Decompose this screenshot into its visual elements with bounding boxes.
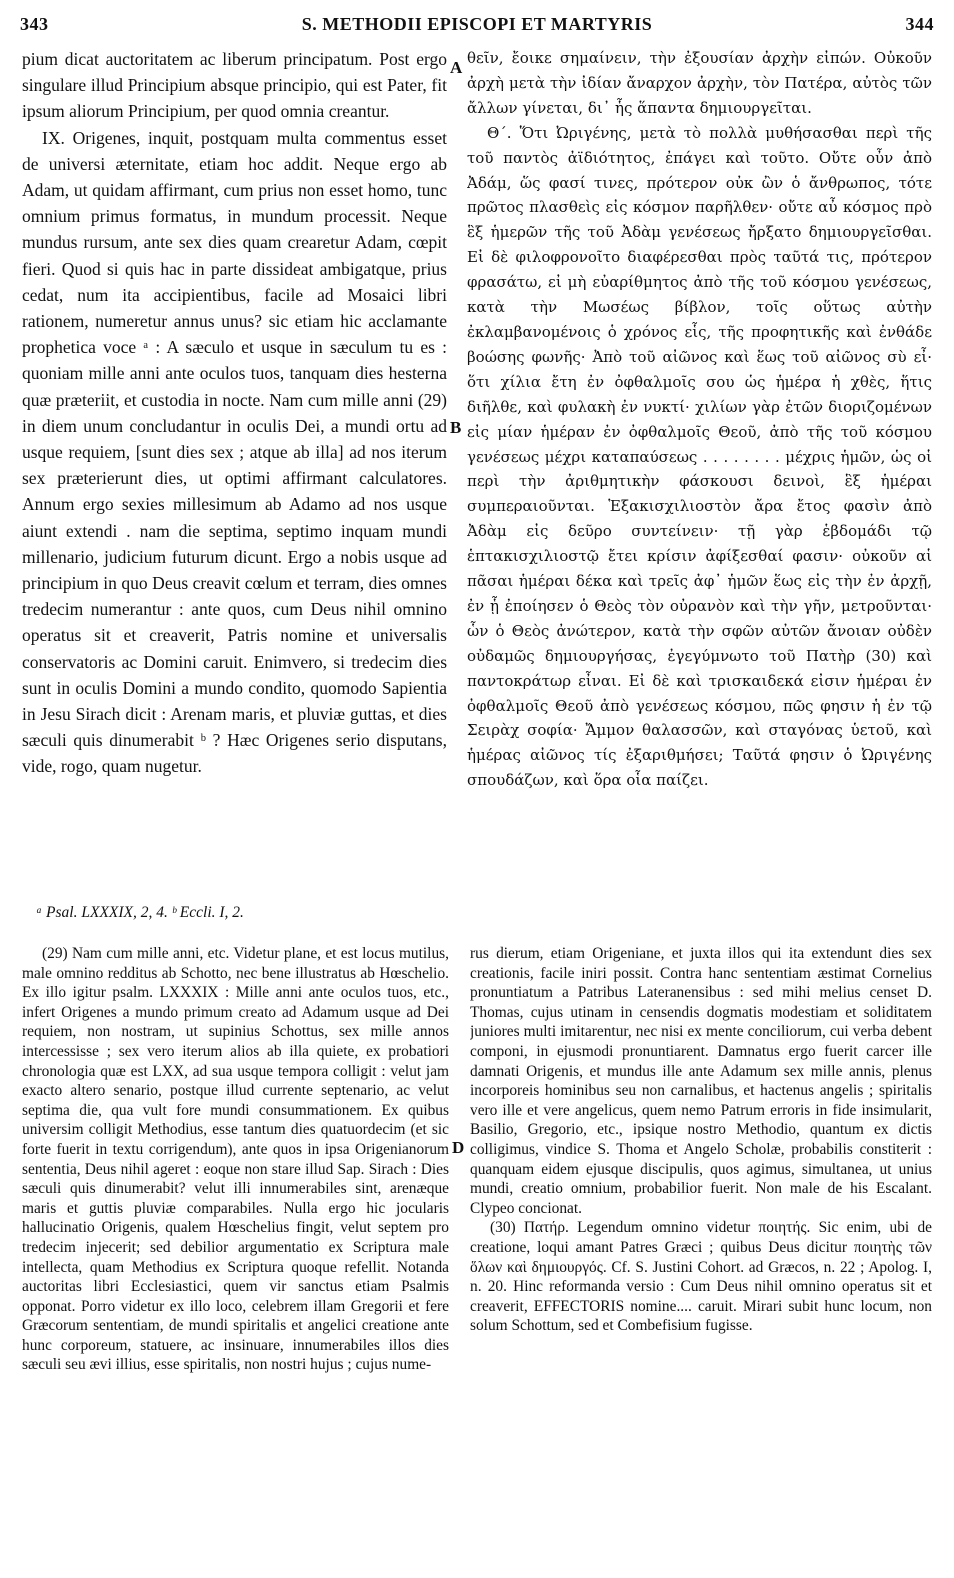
greek-paragraph-2: Θ΄. Ὅτι Ὠριγένης, μετὰ τὸ πολλὰ μυθήσασθαι περὶ τῆς τοῦ παντὸς ἀϊδιότητος, ἐπάγει καὶ τοῦτο. Οὔτε οὖν ἀπὸ Ἀδάμ, ὥς φασί τινες, πρότερον οὐκ ὢν ὁ ἄνθρωπος, τότε πρῶτος πλασθεὶς εἰς κόσμον παρῆλθεν· οὔτε αὖ κόσμος πρὸ ἓξ ἡμερῶν τῆς τοῦ Ἀδὰμ γενέσεως ἤρξατο δημιουργεῖσθαι. Εἰ δὲ φιλοφρονοῖτο διαφέρεσθαι πρὸς ταῦτά τις, πρότερον φρασάτω, εἰ μὴ εὐαρίθμητος ἀπὸ τῆς τοῦ κόσμου γενέσεως, κατὰ τὴν Μωσέως βίβλον, τοῖς οὕτως αὐτὴν ἐκλαμβανομένοις ὁ χρόνος εἷς, τῆς προφητικῆς καὶ ἐνθάδε βοώσης φωνῆς· Ἀπὸ τοῦ αἰῶνος καὶ ἕως τοῦ αἰῶνος σὺ εἶ· ὅτι χίλια ἔτη ἐν ὀφθαλμοῖς σου ὡς ἡμέρα ἡ χθὲς, ἥτις διῆλθε, καὶ φυλακὴ ἐν νυκτί· χιλίων γὰρ ἐτῶν διοριζομένων εἰς μίαν ἡμέραν ἐν ὀφθαλμοῖς Θεοῦ, ἀπὸ τῆς τοῦ κόσμου γενέσεως μέχρι καταπαύσεως . . . . . . . . μέχρις ἡμῶν, ὡς οἱ περὶ τὴν ἀριθμητικὴν φάσκουσι δεινοὶ, ἓξ ἡμέραι συμπεραιοῦνται. Ἑξακισχιλιοστὸν ἄρα ἔτος φασὶν ἀπὸ Ἀδὰμ εἰς δεῦρο συντείνειν· τῇ γὰρ ἑβδομάδι τῷ ἑπτακισχιλιοστῷ ἔτει κρίσιν ἀφίξεσθαί φασιν· οὐκοῦν αἱ πᾶσαι ἡμέραι δέκα καὶ τρεῖς ἀφ᾽ ἡμῶν ἕως εἰς τὴν ἐν ἀρχῇ, ἐν ᾗ ἐποίησεν ὁ Θεὸς τὸν οὐρανὸν καὶ τὴν γῆν, μετροῦνται· ὧν ὁ Θεὸς ἀνώτερον, κατὰ τὴν σφῶν αὐτῶν ἄνοιαν οὐδὲν οὐδαμῶς δημιουργήσας, ἐγεγύμνωτο τοῦ Πατὴρ (30) καὶ παντοκράτωρ εἶναι. Εἰ δὲ καὶ τρισκαιδεκά εἰσιν ἡμέραι ἐν ὀφθαλμοῖς Θεοῦ ἀπὸ γενέσεως κόσμου, πῶς φησιν ἡ ἐν τῷ Σειρὰχ σοφία· Ἄμμον θαλασσῶν, καὶ σταγόνας ὑετοῦ, καὶ ἡμέρας αἰῶνος τίς ἐξαριθμήσει; Ταῦτά φησιν ὁ Ὠριγένης σπουδάζων, καὶ ὅρα οἷα παίζει.	[467, 123, 932, 790]
latin-paragraph-2: IX. Origenes, inquit, postquam multa commentus esset de universi æternitate, etiam hoc addit. Neque ergo ab Adam, ut quidam affirmant, cum prius non esset homo, tunc omnium primus formatus, in mundum processit. Neque mundus rursum, ante sex dies quam crearetur Adam, cœpit fieri. Quod si quis hac in parte dissideat ambigatque, prius cedat, num ita accipientibus, facile ad Mosaici libri rationem, numeretur annus unus? sic etiam hic acclamante prophetica voce ᵃ : A sæculo et usque in sæculum tu es : quoniam mille anni ante oculos tuos, tanquam dies hesterna quæ præteriit, et custodia in nocte. Nam cum mille anni (29) in diem unum concludantur in oculis Dei, a mundi ortu ad usque requiem, [sunt dies sex ; atque ab illa] ad nos iterum sex præterierunt dies, ut optimi affirmant calculatores. Annum ergo sexies millesimum ab Adamo ad nos usque aiunt extendi . nam die septima, septimo inquam mundi millenario, judicium futurum dicunt. Ergo a nobis usque ad principium in quo Deus creavit cœlum et terram, dies omnes tredecim numerantur : ante quos, cum Deus nihil omnino operatus sit et creaverit, Patris nomine et universalis conservatoris ac Domini caruit. Enimvero, si tredecim dies sunt in oculis Domini a mundo condito, quomodo Sapientia in Jesu Sirach dicit : Arenam maris, et pluviæ guttas, et dies sæculi quis dinumerabit ᵇ ? Hæc Origenes serio disputans, vide, rogo, quam nugetur.	[22, 127, 447, 777]
latin-translation-column	[22, 46, 447, 851]
running-title: S. METHODII EPISCOPI ET MARTYRIS	[301, 14, 653, 34]
page-number-left: 343	[20, 14, 49, 34]
scripture-footnote	[36, 902, 456, 930]
commentary-right-column	[470, 944, 932, 1569]
greek-paragraph-1: θεῖν, ἔοικε σημαίνειν, τὴν ἐξουσίαν ἀρχὴν εἰπών. Οὐκοῦν ἀρχὴ μετὰ τὴν ἰδίαν ἄναρχον ἀρχὴν, τὸν Πατέρα, αὐτὸς τῶν ἄλλων γίνεται, δι᾽ ἧς ἅπαντα δημιουργεῖται.	[467, 49, 932, 117]
commentary-note-29: (29) Nam cum mille anni, etc. Videtur plane, et est locus mutilus, male omnino redditus ab Schotto, nec bene illustratus ab Hœschelio. Ex illo igitur psalm. LXXXIX : Mille anni ante oculos tuos, etc., infert Origenes a mundo primum creato ad Adamum usque ad Dei requiem, non nostram, ut supinius Schottus, sex mille annos intercessisse ; sex vero iterum alios ab illa quiete, ex probatiori chronologia quæ est LXX, ad sua usque tempora colligit : velut jam exacto altero senario, postque illud currente septenario, ac velut septima die, qua vult fore mundi consummationem. Ex quibus universim colligit Methodius, esse tantum dies quatuordecim (et sic forte fuerit in textu corrigendum), ante quos in ipsa Origenianorum sententia, Deus nihil ageret : eoque non stare illud Sap. Sirach : Dies sæculi quis dinumerabit? velut illi innumerabiles sint, arenæque maris et guttis pluviæ comparabiles. Nulla ergo hic jocularis hallucinatio Origenis, qualem Hœschelius fingit, velut septem pro tredecim injecerit; sed debilior argumentatio ex Scriptura male intellecta, quam Methodius ex Scriptura quoque refellit. Notanda auctoritas libri Ecclesiastici, quem vir sanctus etiam Psalmis opponat. Porro videtur ex illo loco, celebrem illam Gregorii et fere Græcorum sententiam, de mundi spiritalis et angelici creatione ante hunc corporeum, statuere, ac insinuare, innumerabiles illos dies sæculi seu ævi illius, esse spiritalis, non nostri hujus ; cujus nume-	[22, 945, 449, 1374]
column-marker-a: A	[450, 58, 463, 77]
running-header	[20, 14, 934, 38]
column-marker-d: D	[452, 1138, 465, 1157]
page-number-right: 344	[905, 14, 934, 34]
commentary-left-column	[22, 944, 449, 1569]
column-marker-b: B	[450, 418, 462, 437]
greek-text-column	[467, 46, 932, 906]
commentary-note-30: (30) Πατήρ. Legendum omnino videtur ποιητής. Sic enim, ubi de creatione, loqui amant Patres Græci ; quibus Deus dicitur ποιητὴς τῶν ὅλων καὶ δημιουργός. Cf. S. Justini Cohort. ad Græcos, n. 22 ; Apolog. I, n. 20. Hinc reformanda versio : Cum Deus nihil omnino operatus sit et creaverit, EFFECTORIS nomine.... caruit. Mirari subit hunc locum, non solum Schottum, sed et Combefisium fugisse.	[470, 1219, 932, 1335]
latin-paragraph-1: pium dicat auctoritatem ac liberum principatum. Post ergo singulare illud Principium absque principio, qui est Pater, fit ipsum aliorum Principium, per quod omnia creantur.	[22, 49, 447, 122]
commentary-note-29-continued: rus dierum, etiam Origeniane, et juxta illos qui ita extendunt dies sex creationis, facile iniri possit. Contra hanc sententiam æstimat Cornelius pronuntiatum a Patribus Lateranensibus : sed mihi melius censet D. Thomas, cujus utinam in censendis dogmatis modestiam et soliditatem juniores multi imitarentur, nec nisi ex mente conciliorum, cui verba debent componi, in ejusmodi pronuntiarent. Damnatus ergo fuerit carcer ille damnati Origenis, et mundus ille ante Adamum sex mille annis, plenus incorporeis hominibus seu non carnalibus, et hactenus angelis ; spiritalis vero ille et vere angelicus, quem nemo Patrum erroris in fide insimularit, Basilio, Gregorio, etc., ipsique nostro Methodio, quantum ex dictis colligimus, vindice S. Thoma et Angelo Scholæ, probabilis constiterit : quanquam eidem ejusque discipulis, quos agimus, simultanea, ut unius mundi, creatio omnium, probabilior fuerit. Non male de his Escalant. Clypeo concionat.	[470, 945, 932, 1217]
footnote-text: ᵃ Psal. LXXXIX, 2, 4. ᵇ Eccli. I, 2.	[36, 904, 244, 921]
